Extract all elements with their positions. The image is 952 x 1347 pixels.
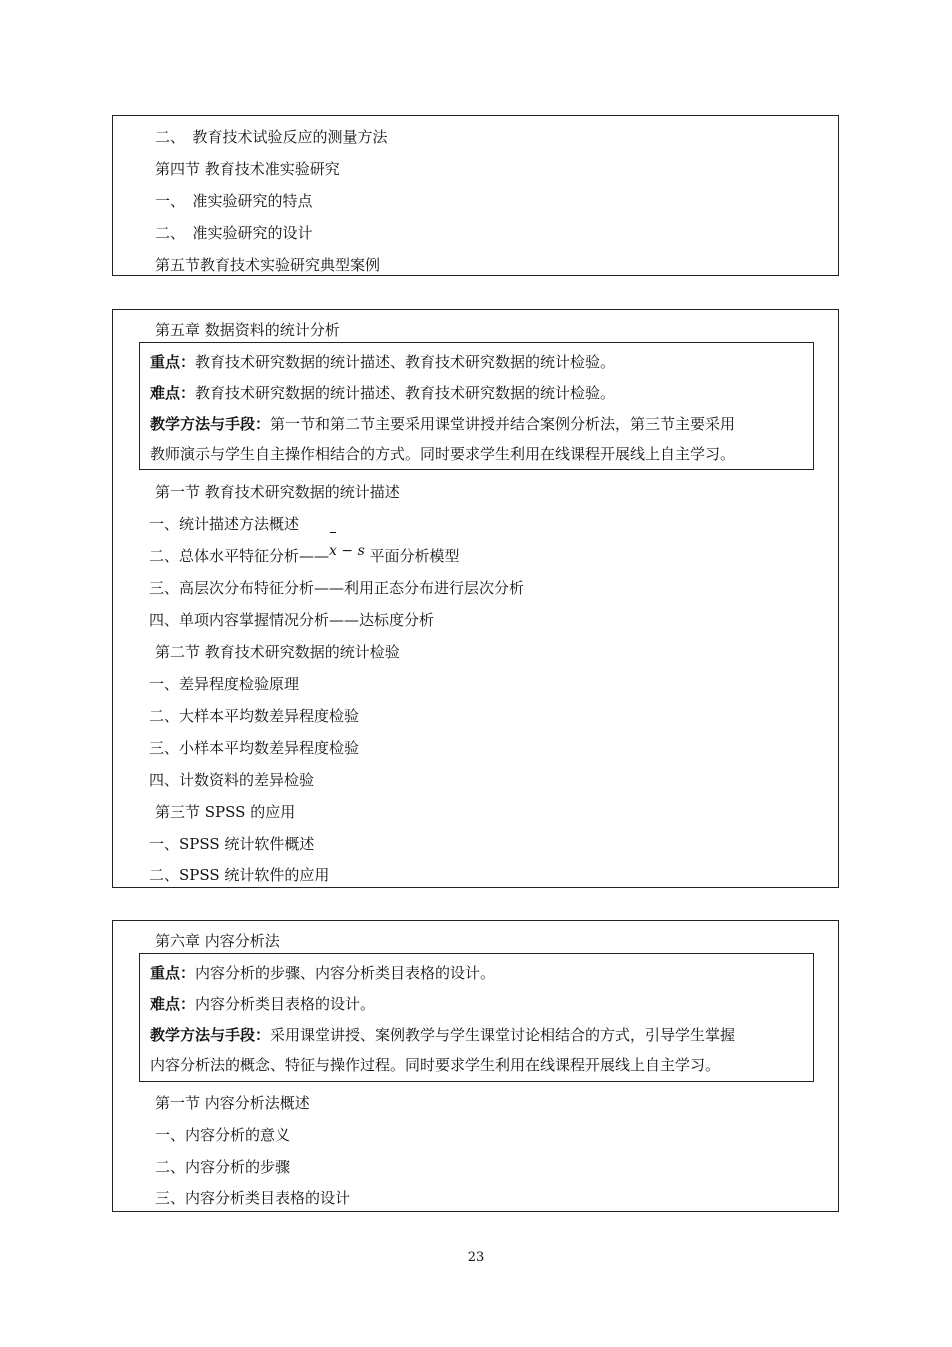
difficult-point-row <box>150 989 375 1019</box>
key-text: 内容分析的步骤、内容分析类目表格的设计。 <box>195 964 496 982</box>
outline-line: 四、单项内容掌握情况分析——达标度分析 <box>149 611 435 629</box>
x-bar-symbol: x <box>329 535 337 567</box>
method-label: 教学方法与手段： <box>150 415 271 433</box>
section-box-chapter4-continued <box>112 115 839 276</box>
key-points-box <box>139 342 814 470</box>
chapter-title: 第五章 数据资料的统计分析 <box>155 321 340 339</box>
section-box-chapter6 <box>112 920 839 1212</box>
outline-line: 二、SPSS 统计软件的应用 <box>149 866 330 884</box>
key-label: 重点： <box>150 964 196 982</box>
section-heading: 第三节 SPSS 的应用 <box>155 803 296 821</box>
difficult-label: 难点： <box>150 995 196 1013</box>
outline-line: 第四节 教育技术准实验研究 <box>155 160 340 178</box>
key-points-box <box>139 953 814 1082</box>
minus-operator: − <box>336 543 358 559</box>
difficult-label: 难点： <box>150 384 196 402</box>
section-heading: 第一节 教育技术研究数据的统计描述 <box>155 483 400 501</box>
method-text: 采用课堂讲授、案例教学与学生课堂讨论相结合的方式，引导学生掌握 <box>270 1026 736 1044</box>
outline-line: 二、内容分析的步骤 <box>155 1158 291 1176</box>
difficult-point-row <box>150 378 615 408</box>
key-text: 教育技术研究数据的统计描述、教育技术研究数据的统计检验。 <box>195 353 616 371</box>
outline-line-formula <box>149 540 460 572</box>
section-box-chapter5 <box>112 309 839 888</box>
method-row-continued: 教师演示与学生自主操作相结合的方式。同时要求学生利用在线课程开展线上自主学习。 <box>150 445 736 463</box>
formula-prefix: 二、总体水平特征分析—— <box>149 547 330 565</box>
section-heading: 第二节 教育技术研究数据的统计检验 <box>155 643 400 661</box>
method-label: 教学方法与手段： <box>150 1026 271 1044</box>
method-text: 第一节和第二节主要采用课堂讲授并结合案例分析法，第三节主要采用 <box>270 415 736 433</box>
outline-line: 三、内容分析类目表格的设计 <box>155 1189 351 1207</box>
formula <box>329 543 365 559</box>
outline-line: 第五节教育技术实验研究典型案例 <box>155 256 381 274</box>
chapter-title: 第六章 内容分析法 <box>155 932 280 950</box>
difficult-text: 教育技术研究数据的统计描述、教育技术研究数据的统计检验。 <box>195 384 616 402</box>
outline-line: 二、大样本平均数差异程度检验 <box>149 707 360 725</box>
section-heading: 第一节 内容分析法概述 <box>155 1094 310 1112</box>
page-number: 23 <box>467 1250 485 1265</box>
method-row-continued: 内容分析法的概念、特征与操作过程。同时要求学生利用在线课程开展线上自主学习。 <box>150 1056 721 1074</box>
formula-suffix: 平面分析模型 <box>364 547 460 565</box>
outline-line: 一、统计描述方法概述 <box>149 515 300 533</box>
key-label: 重点： <box>150 353 196 371</box>
outline-line: 一、 准实验研究的特点 <box>155 192 313 210</box>
outline-line: 一、SPSS 统计软件概述 <box>149 835 315 853</box>
outline-line: 三、高层次分布特征分析——利用正态分布进行层次分析 <box>149 579 525 597</box>
outline-line: 三、小样本平均数差异程度检验 <box>149 739 360 757</box>
outline-line: 一、内容分析的意义 <box>155 1126 291 1144</box>
key-point-row <box>150 958 495 988</box>
outline-line: 二、 准实验研究的设计 <box>155 224 313 242</box>
key-point-row <box>150 347 615 377</box>
method-row <box>150 409 735 439</box>
outline-line: 二、 教育技术试验反应的测量方法 <box>155 128 388 146</box>
s-symbol: s <box>357 543 365 559</box>
outline-line: 四、计数资料的差异检验 <box>149 771 315 789</box>
method-row <box>150 1020 735 1050</box>
difficult-text: 内容分析类目表格的设计。 <box>195 995 376 1013</box>
outline-line: 一、差异程度检验原理 <box>149 675 300 693</box>
